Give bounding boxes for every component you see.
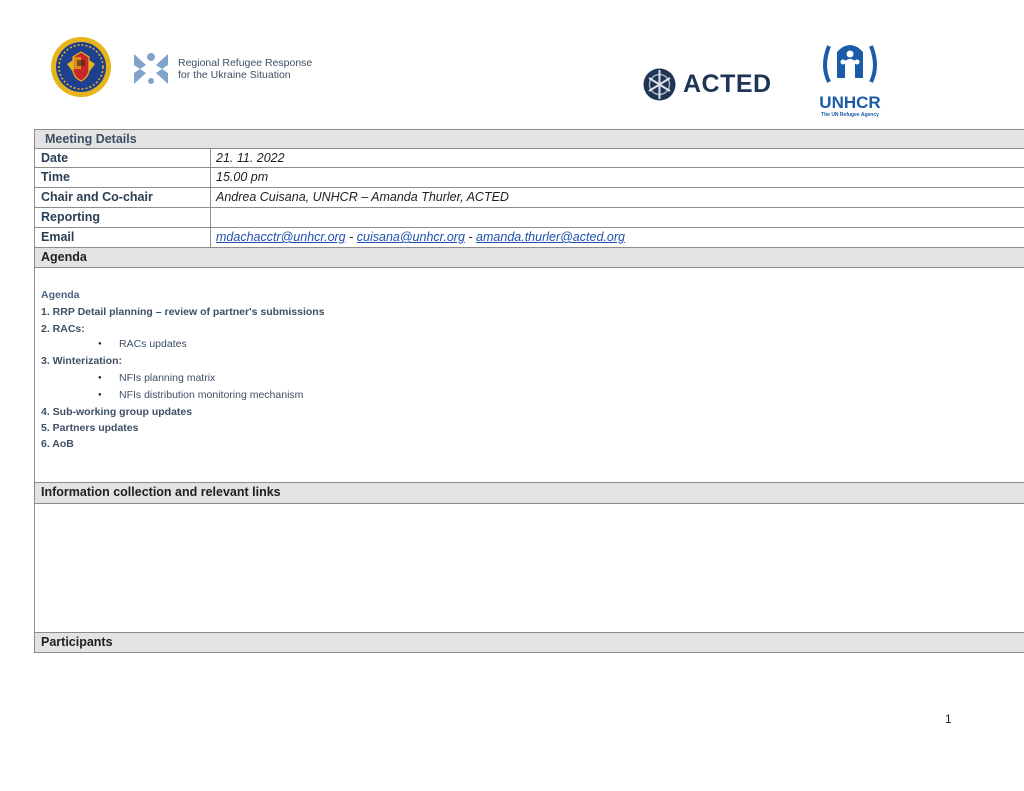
page-number: 1 [945, 712, 952, 726]
agenda-item-6: 6. AoB [41, 438, 74, 450]
email-label: Email [35, 228, 211, 247]
acted-globe-icon [643, 68, 676, 101]
agenda-item-3: 3. Winterization: [41, 355, 122, 367]
agenda-item-2-sub-1-text: RACs updates [119, 338, 187, 350]
email-value [211, 228, 1024, 247]
email-row [35, 228, 1024, 248]
agenda-item-1: 1. RRP Detail planning – review of partner's submissions [41, 306, 325, 318]
date-value: 21. 11. 2022 [216, 151, 285, 165]
agenda-title: Agenda [41, 289, 80, 301]
chair-label: Chair and Co-chair [35, 188, 211, 207]
unhcr-tagline: The UN Refugee Agency [821, 112, 879, 118]
logo-banner [0, 0, 1024, 125]
rrr-logo-line2: for the Ukraine Situation [178, 69, 291, 81]
reporting-row [35, 208, 1024, 228]
email-separator: - [468, 230, 473, 244]
rrr-logo-line1: Regional Refugee Response [178, 57, 313, 69]
email-link-2[interactable]: cuisana@unhcr.org [356, 230, 465, 244]
agenda-body [35, 268, 1024, 483]
acted-logo [643, 68, 772, 101]
time-row [35, 168, 1024, 188]
meeting-minutes-table [34, 129, 1024, 653]
date-row [35, 149, 1024, 168]
chair-row [35, 188, 1024, 208]
unhcr-emblem-icon [819, 38, 881, 88]
agenda-item-3-sub-2 [103, 389, 303, 401]
agenda-item-4: 4. Sub-working group updates [41, 406, 193, 418]
rrr-logo-icon [130, 48, 172, 90]
rrr-logo-text [178, 57, 312, 81]
date-label: Date [35, 149, 211, 167]
time-label: Time [35, 168, 211, 187]
chair-value: Andrea Cuisana, UNHCR – Amanda Thurler, ACTED [216, 190, 509, 204]
moldova-coat-of-arms-icon [50, 36, 112, 98]
rrr-logo [130, 48, 312, 90]
email-link-3[interactable]: amanda.thurler@acted.org [476, 230, 625, 244]
agenda-item-3-sub-2-text: NFIs distribution monitoring mechanism [119, 389, 304, 401]
agenda-item-5: 5. Partners updates [41, 422, 139, 434]
reporting-label: Reporting [35, 208, 211, 227]
unhcr-logo [812, 38, 888, 118]
meeting-details-heading: Meeting Details [35, 130, 1024, 149]
agenda-item-2: 2. RACs: [41, 323, 85, 335]
agenda-item-2-sub-1 [103, 338, 187, 350]
email-separator: - [349, 230, 354, 244]
time-value: 15.00 pm [216, 170, 269, 184]
acted-logo-text: ACTED [683, 70, 772, 98]
reporting-value [211, 208, 1024, 227]
unhcr-logo-text: UNHCR [819, 93, 881, 112]
agenda-item-3-sub-1 [103, 372, 215, 384]
info-links-heading: Information collection and relevant links [35, 483, 1024, 504]
agenda-item-3-sub-1-text: NFIs planning matrix [119, 372, 216, 384]
info-links-body [35, 504, 1024, 633]
participants-heading: Participants [35, 633, 1024, 653]
email-link-1[interactable]: mdachacctr@unhcr.org [216, 230, 346, 244]
agenda-heading: Agenda [35, 248, 1024, 268]
